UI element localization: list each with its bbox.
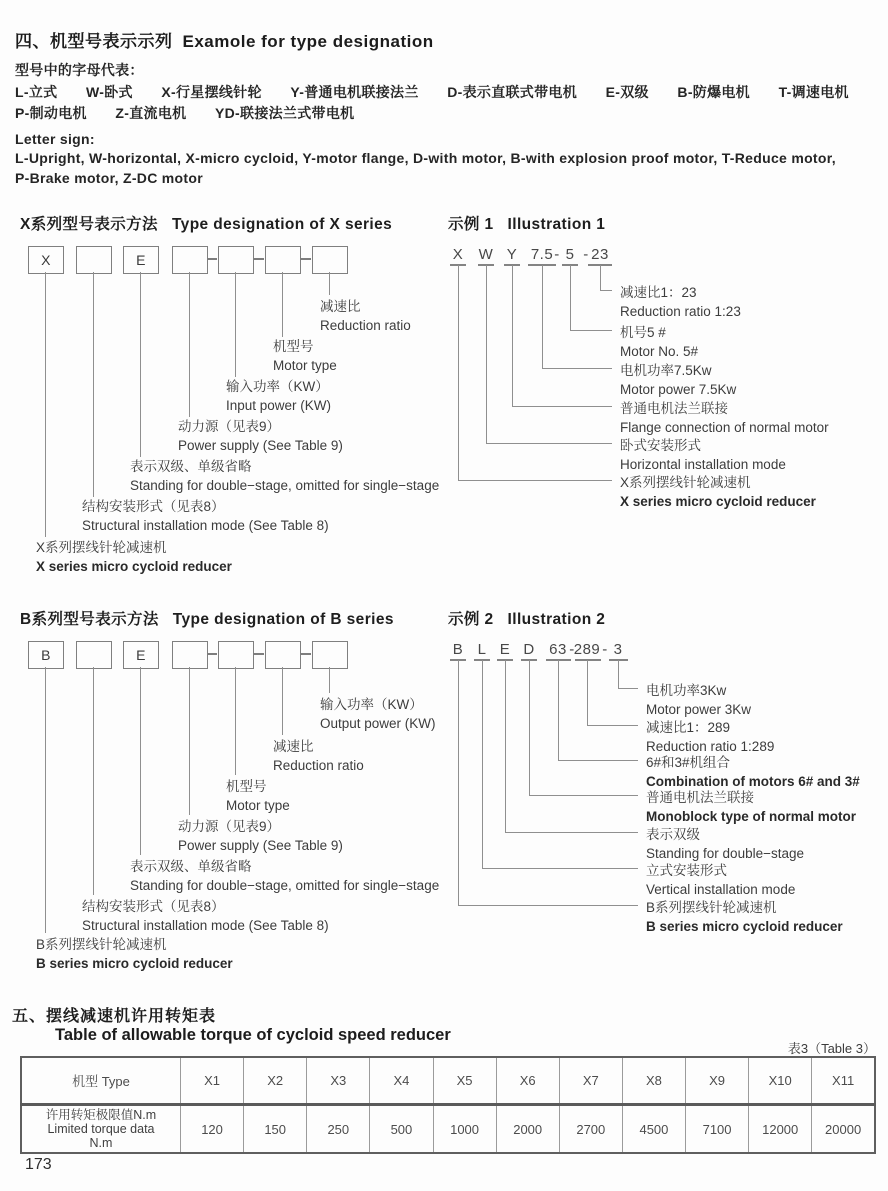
label-en: Vertical installation mode bbox=[646, 882, 796, 897]
box-dash bbox=[207, 258, 217, 260]
connector-line bbox=[458, 905, 638, 906]
label-zh: 机型号 bbox=[226, 779, 267, 794]
x-series-heading bbox=[20, 212, 392, 234]
illustration-label bbox=[620, 361, 736, 399]
label-zh: 表示双级、单级省略 bbox=[130, 459, 252, 474]
connector-line bbox=[45, 272, 46, 537]
illustration1-heading-zh: 示例 1 bbox=[448, 216, 494, 233]
torque-value-cell: 2000 bbox=[496, 1105, 559, 1154]
illustration-label bbox=[620, 399, 829, 437]
diagram-label bbox=[226, 377, 331, 415]
designation-box-empty bbox=[218, 246, 254, 274]
model-part: B bbox=[452, 641, 464, 658]
connector-line bbox=[512, 265, 513, 406]
designation-box-empty bbox=[312, 246, 348, 274]
connector-line bbox=[235, 667, 236, 775]
diagram-label bbox=[82, 897, 329, 935]
letters-cn-line1: L-立式 W-卧式 X-行星摆线针轮 Y-普通电机联接法兰 D-表示直联式带电机 E-双级 B-防爆电机 T-调速电机 bbox=[15, 84, 849, 100]
label-en: Flange connection of normal motor bbox=[620, 420, 829, 435]
b-series-heading bbox=[20, 607, 394, 629]
table-header-cell: X8 bbox=[622, 1057, 685, 1105]
model-separator: - bbox=[554, 246, 560, 263]
model-separator: - bbox=[602, 641, 608, 658]
illustration1-heading-en: Illustration 1 bbox=[507, 216, 606, 233]
model-separator: - bbox=[569, 641, 575, 658]
model-part: D bbox=[523, 641, 535, 658]
table-data-row bbox=[21, 1105, 875, 1154]
connector-line bbox=[505, 660, 506, 832]
label-zh: 输入功率（KW） bbox=[226, 379, 329, 394]
label-en: Motor type bbox=[273, 358, 337, 373]
connector-line bbox=[282, 272, 283, 337]
designation-box-empty bbox=[76, 246, 112, 274]
label-en: Structural installation mode (See Table 8) bbox=[82, 918, 329, 933]
letter-sign-heading: Letter sign: bbox=[15, 131, 95, 147]
model-part: L bbox=[477, 641, 487, 658]
model-part: 289 bbox=[573, 641, 601, 658]
designation-box-empty bbox=[218, 641, 254, 669]
connector-line bbox=[570, 265, 571, 330]
model-part: E bbox=[499, 641, 511, 658]
box-dash bbox=[207, 653, 217, 655]
torque-value-cell: 1000 bbox=[433, 1105, 496, 1154]
illustration2-heading-en: Illustration 2 bbox=[507, 611, 606, 628]
designation-box-empty bbox=[172, 641, 208, 669]
label-en: X series micro cycloid reducer bbox=[620, 494, 816, 509]
diagram-label bbox=[273, 337, 337, 375]
connector-line bbox=[93, 667, 94, 895]
connector-line bbox=[618, 688, 638, 689]
designation-box-e: E bbox=[123, 246, 159, 274]
designation-box-empty bbox=[265, 246, 301, 274]
connector-line bbox=[558, 760, 638, 761]
diagram-label bbox=[82, 497, 329, 535]
connector-line bbox=[329, 272, 330, 295]
page-number: 173 bbox=[25, 1156, 52, 1173]
connector-line bbox=[529, 660, 530, 795]
label-en: B series micro cycloid reducer bbox=[646, 919, 843, 934]
torque-value-cell: 500 bbox=[370, 1105, 433, 1154]
label-zh: B系列摆线针轮减速机 bbox=[36, 937, 167, 952]
label-en: Motor No. 5# bbox=[620, 344, 699, 359]
illustration-label bbox=[646, 825, 804, 863]
connector-line bbox=[458, 660, 459, 905]
label-en: X series micro cycloid reducer bbox=[36, 559, 232, 574]
connector-line bbox=[542, 368, 612, 369]
connector-line bbox=[458, 265, 459, 480]
row-label-line1: 许用转矩极限值N.m bbox=[45, 1108, 157, 1122]
label-en: Reduction ratio bbox=[320, 318, 411, 333]
label-en: Standing for double−stage, omitted for single−stage bbox=[130, 878, 440, 893]
illustration1-heading bbox=[448, 212, 605, 234]
connector-line bbox=[482, 660, 483, 868]
section4-title-zh: 四、机型号表示示列 bbox=[15, 32, 173, 51]
label-en: Reduction ratio 1:289 bbox=[646, 739, 775, 754]
designation-box-empty bbox=[172, 246, 208, 274]
letters-en-line1: L-Upright, W-horizontal, X-micro cycloid, Y-motor flange, D-with motor, B-with explosion proof motor, T-Reduce motor, bbox=[15, 150, 836, 166]
connector-line bbox=[189, 667, 190, 815]
connector-line bbox=[45, 667, 46, 933]
table-header-cell: X3 bbox=[307, 1057, 370, 1105]
label-zh: 输入功率（KW） bbox=[320, 697, 423, 712]
label-zh: 表示双级 bbox=[646, 827, 700, 842]
connector-line bbox=[618, 660, 619, 688]
label-zh: B系列摆线针轮减速机 bbox=[646, 900, 777, 915]
table-header-cell: X1 bbox=[181, 1057, 244, 1105]
connector-line bbox=[329, 667, 330, 693]
model-part: 3 bbox=[613, 641, 623, 658]
label-zh: 电机功率3Kw bbox=[646, 683, 727, 698]
b-series-heading-en: Type designation of B series bbox=[172, 611, 394, 628]
connector-line bbox=[587, 660, 588, 725]
table-header-cell: X4 bbox=[370, 1057, 433, 1105]
torque-value-cell: 12000 bbox=[749, 1105, 812, 1154]
diagram-label bbox=[320, 297, 411, 335]
row-label-cell bbox=[21, 1105, 181, 1154]
connector-line bbox=[529, 795, 638, 796]
torque-value-cell: 2700 bbox=[559, 1105, 622, 1154]
label-en: Standing for double−stage, omitted for single−stage bbox=[130, 478, 440, 493]
box-dash bbox=[300, 258, 311, 260]
diagram-label bbox=[178, 817, 343, 855]
label-zh: 结构安装形式（见表8） bbox=[82, 499, 225, 514]
label-zh: 减速比1：23 bbox=[620, 285, 697, 300]
table-reference: 表3（Table 3） bbox=[787, 1041, 876, 1056]
label-zh: 立式安装形式 bbox=[646, 863, 727, 878]
connector-line bbox=[482, 868, 638, 869]
label-zh: 减速比 bbox=[273, 739, 314, 754]
model-part: Y bbox=[506, 246, 518, 263]
connector-line bbox=[140, 272, 141, 457]
illustration-label bbox=[620, 323, 698, 361]
diagram-label bbox=[273, 737, 364, 775]
torque-table bbox=[20, 1056, 876, 1154]
box-dash bbox=[253, 258, 264, 260]
label-zh: 6#和3#机组合 bbox=[646, 755, 731, 770]
letters-en-line2: P-Brake motor, Z-DC motor bbox=[15, 170, 203, 186]
label-zh: 机号5 # bbox=[620, 325, 666, 340]
letters-intro: 型号中的字母代表： bbox=[15, 62, 144, 78]
x-series-heading-en: Type designation of X series bbox=[171, 216, 393, 233]
section4-title-en: Examole for type designation bbox=[182, 32, 434, 51]
designation-box-empty bbox=[76, 641, 112, 669]
label-en: Monoblock type of normal motor bbox=[646, 809, 857, 824]
model-part: 5 bbox=[565, 246, 575, 263]
row-label-line2: Limited torque data bbox=[47, 1122, 155, 1136]
diagram-label bbox=[226, 777, 290, 815]
illustration-label bbox=[646, 788, 856, 826]
torque-value-cell: 20000 bbox=[812, 1105, 875, 1154]
char-underline bbox=[575, 659, 601, 661]
label-en: Reduction ratio bbox=[273, 758, 364, 773]
row-label-line3: N.m bbox=[89, 1136, 113, 1150]
connector-line bbox=[570, 330, 612, 331]
label-en: B series micro cycloid reducer bbox=[36, 956, 233, 971]
model-part: 23 bbox=[591, 246, 609, 263]
connector-line bbox=[512, 406, 612, 407]
label-en: Structural installation mode (See Table 8) bbox=[82, 518, 329, 533]
label-en: Input power (KW) bbox=[226, 398, 332, 413]
table-header-cell: 机型 Type bbox=[21, 1057, 181, 1105]
label-en: Motor power 7.5Kw bbox=[620, 382, 737, 397]
table-header-row bbox=[21, 1057, 875, 1105]
label-zh: 减速比 bbox=[320, 299, 361, 314]
illustration-label bbox=[620, 283, 741, 321]
label-zh: 普通电机法兰联接 bbox=[620, 401, 728, 416]
diagram-label bbox=[130, 457, 439, 495]
diagram-label bbox=[320, 695, 436, 733]
letters-cn-line2: P-制动电机 Z-直流电机 YD-联接法兰式带电机 bbox=[15, 105, 355, 121]
label-en: Combination of motors 6# and 3# bbox=[646, 774, 860, 789]
diagram-label bbox=[178, 417, 343, 455]
label-zh: 普通电机法兰联接 bbox=[646, 790, 754, 805]
label-zh: 动力源（见表9） bbox=[178, 419, 281, 434]
label-zh: 动力源（见表9） bbox=[178, 819, 281, 834]
torque-value-cell: 250 bbox=[307, 1105, 370, 1154]
connector-line bbox=[458, 480, 612, 481]
section5-title-en: Table of allowable torque of cycloid speed reducer bbox=[55, 1026, 451, 1044]
model-part: 7.5 bbox=[530, 246, 554, 263]
box-dash bbox=[300, 653, 311, 655]
table-header-cell: X5 bbox=[433, 1057, 496, 1105]
illustration-label bbox=[646, 898, 843, 936]
box-dash bbox=[253, 653, 264, 655]
connector-line bbox=[140, 667, 141, 855]
table-header-cell: X2 bbox=[244, 1057, 307, 1105]
illustration-label bbox=[620, 473, 816, 511]
designation-box-empty bbox=[265, 641, 301, 669]
connector-line bbox=[558, 660, 559, 760]
b-series-heading-zh: B系列型号表示方法 bbox=[20, 611, 159, 628]
connector-line bbox=[542, 265, 543, 368]
model-part: 63 bbox=[549, 641, 567, 658]
label-en: Output power (KW) bbox=[320, 716, 436, 731]
section4-title bbox=[15, 27, 434, 52]
torque-value-cell: 150 bbox=[244, 1105, 307, 1154]
label-zh: X系列摆线针轮减速机 bbox=[36, 540, 167, 555]
table-header-cell: X10 bbox=[749, 1057, 812, 1105]
connector-line bbox=[486, 443, 612, 444]
connector-line bbox=[93, 272, 94, 497]
designation-box-e: E bbox=[123, 641, 159, 669]
section5-title-zh: 五、摆线减速机许用转矩表 bbox=[12, 1008, 217, 1025]
model-separator: - bbox=[583, 246, 589, 263]
designation-box-b: B bbox=[28, 641, 64, 669]
label-en: Power supply (See Table 9) bbox=[178, 438, 343, 453]
connector-line bbox=[587, 725, 638, 726]
illustration-label bbox=[646, 753, 860, 791]
label-zh: 表示双级、单级省略 bbox=[130, 859, 252, 874]
label-en: Motor power 3Kw bbox=[646, 702, 752, 717]
illustration-label bbox=[646, 861, 795, 899]
table-header-cell: X9 bbox=[686, 1057, 749, 1105]
diagram-label bbox=[36, 935, 233, 973]
label-zh: 减速比1：289 bbox=[646, 720, 731, 735]
label-zh: 卧式安装形式 bbox=[620, 438, 701, 453]
label-zh: X系列摆线针轮减速机 bbox=[620, 475, 751, 490]
model-part: X bbox=[452, 246, 464, 263]
designation-box-empty bbox=[312, 641, 348, 669]
label-en: Power supply (See Table 9) bbox=[178, 838, 343, 853]
label-zh: 电机功率7.5Kw bbox=[620, 363, 712, 378]
connector-line bbox=[189, 272, 190, 417]
label-en: Reduction ratio 1:23 bbox=[620, 304, 741, 319]
connector-line bbox=[235, 272, 236, 377]
illustration-label bbox=[646, 681, 751, 719]
x-series-heading-zh: X系列型号表示方法 bbox=[20, 216, 158, 233]
torque-value-cell: 7100 bbox=[686, 1105, 749, 1154]
connector-line bbox=[505, 832, 638, 833]
label-zh: 结构安装形式（见表8） bbox=[82, 899, 225, 914]
model-part: W bbox=[478, 246, 494, 263]
illustration2-heading-zh: 示例 2 bbox=[448, 611, 494, 628]
label-en: Motor type bbox=[226, 798, 290, 813]
label-zh: 机型号 bbox=[273, 339, 314, 354]
label-en: Standing for double−stage bbox=[646, 846, 804, 861]
illustration-label bbox=[646, 718, 774, 756]
diagram-label bbox=[130, 857, 439, 895]
table-header-cell: X7 bbox=[559, 1057, 622, 1105]
designation-box-x: X bbox=[28, 246, 64, 274]
connector-line bbox=[486, 265, 487, 443]
connector-line bbox=[282, 667, 283, 735]
label-en: Horizontal installation mode bbox=[620, 457, 786, 472]
table-header-cell: X11 bbox=[812, 1057, 875, 1105]
illustration-label bbox=[620, 436, 786, 474]
illustration2-heading bbox=[448, 607, 605, 629]
connector-line bbox=[600, 265, 601, 290]
table-header-cell: X6 bbox=[496, 1057, 559, 1105]
torque-value-cell: 120 bbox=[181, 1105, 244, 1154]
diagram-label bbox=[36, 538, 232, 576]
torque-value-cell: 4500 bbox=[622, 1105, 685, 1154]
connector-line bbox=[600, 290, 612, 291]
